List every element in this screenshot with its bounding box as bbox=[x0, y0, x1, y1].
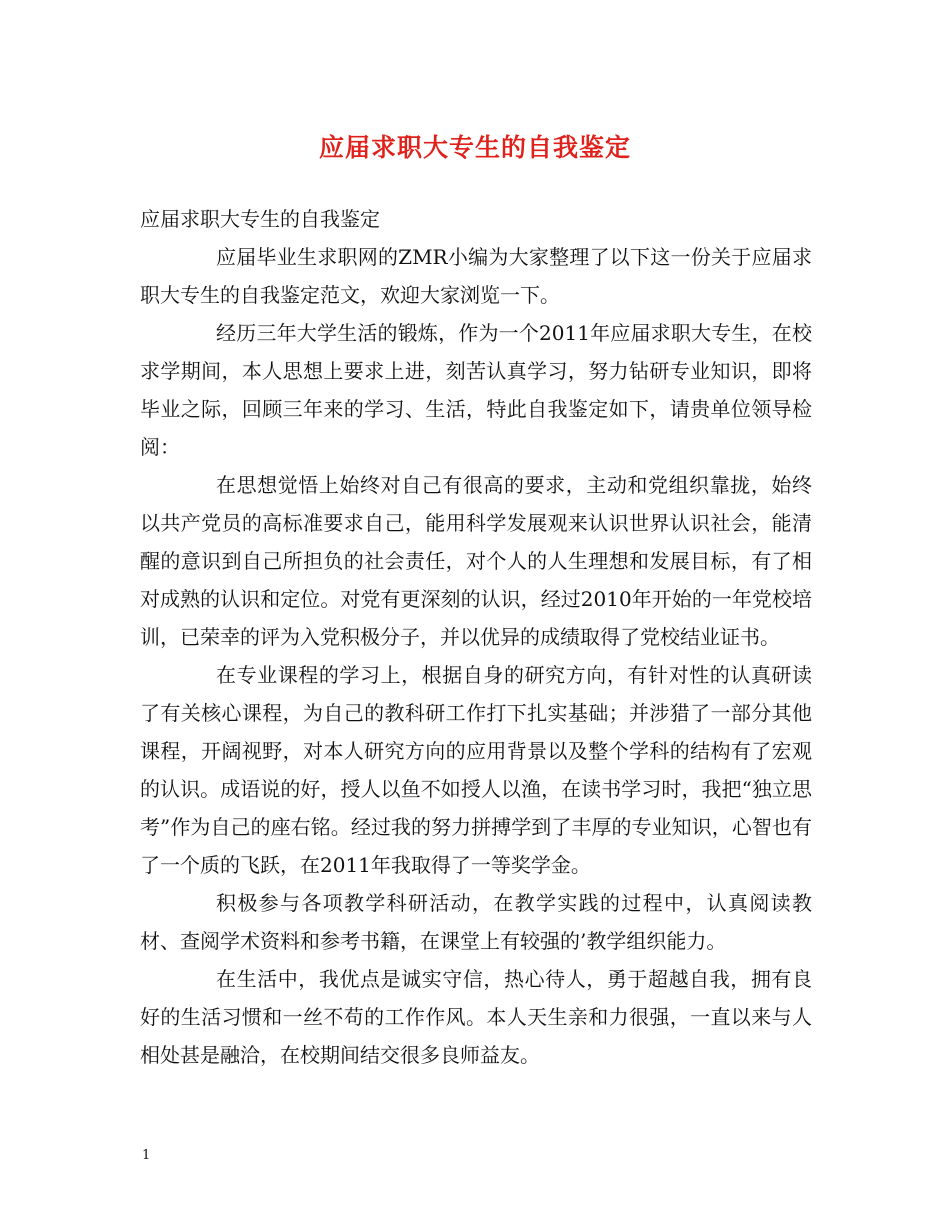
paragraph-life: 在生活中，我优点是诚实守信，热心待人，勇于超越自我，拥有良好的生活习惯和一丝不苟的工作作风。本人天生亲和力很强，一直以来与人相处甚是融洽，在校期间结交很多良师益友。 bbox=[140, 967, 812, 1067]
paragraph-intro: 应届毕业生求职网的ZMR小编为大家整理了以下这一份关于应届求职大专生的自我鉴定范文，欢迎大家浏览一下。 bbox=[140, 245, 812, 307]
paragraph-overview: 经历三年大学生活的锻炼，作为一个2011年应届求职大专生，在校求学期间，本人思想上要求上进，刻苦认真学习，努力钻研专业知识，即将毕业之际，回顾三年来的学习、生活，特此自我鉴定如下，请贵单位领导检阅： bbox=[140, 321, 812, 459]
paragraph-ideology: 在思想觉悟上始终对自己有很高的要求，主动和党组织靠拢，始终以共产党员的高标准要求自己，能用科学发展观来认识世界认识社会，能清醒的意识到自己所担负的社会责任，对个人的人生理想和发展目标，有了相对成熟的认识和定位。对党有更深刻的认识，经过2010年开始的一年党校培训，已荣幸的评为入党积极分子，并以优异的成绩取得了党校结业证书。 bbox=[140, 473, 812, 649]
document-subtitle: 应届求职大专生的自我鉴定 bbox=[140, 207, 380, 231]
document-body bbox=[140, 200, 812, 1074]
page-number: 1 bbox=[142, 1148, 151, 1163]
paragraph-study: 在专业课程的学习上，根据自身的研究方向，有针对性的认真研读了有关核心课程，为自己的教科研工作打下扎实基础；并涉猎了一部分其他课程，开阔视野，对本人研究方向的应用背景以及整个学科的结构有了宏观的认识。成语说的好，授人以鱼不如授人以渔，在读书学习时，我把“独立思考”作为自己的座右铭。经过我的努力拼搏学到了丰厚的专业知识，心智也有了一个质的飞跃，在2011年我取得了一等奖学金。 bbox=[140, 663, 812, 877]
document-title: 应届求职大专生的自我鉴定 bbox=[318, 133, 631, 162]
paragraph-teaching: 积极参与各项教学科研活动，在教学实践的过程中，认真阅读教材、查阅学术资料和参考书籍，在课堂上有较强的’教学组织能力。 bbox=[140, 891, 812, 953]
